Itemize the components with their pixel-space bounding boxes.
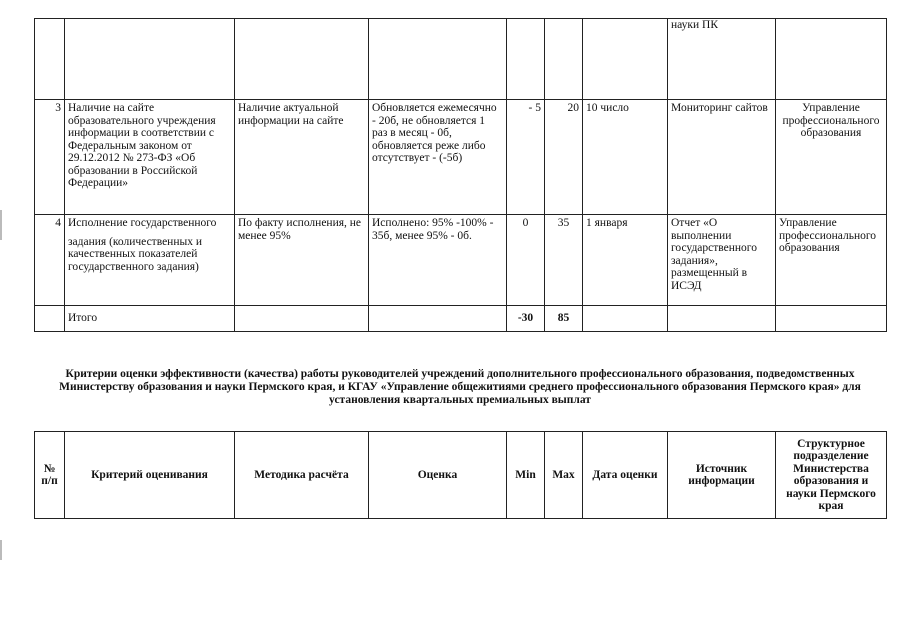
table-row [35,215,887,306]
cell-num [35,19,65,100]
cell-method: По факту исполнения, не менее 95% [235,215,369,306]
header-source: Источник информации [668,432,776,519]
cell-num [35,306,65,332]
cell-source: Отчет «О выполнении государственного задания», размещенный в ИСЭД [668,215,776,306]
header-row [35,432,887,519]
cell-rating [369,19,507,100]
header-rating: Оценка [369,432,507,519]
cell-date [583,306,668,332]
cell-rating: Исполнено: 95% -100% - 35б, менее 95% - 0б. [369,215,507,306]
cell-source: науки ПК [668,19,776,100]
scan-artifact [0,210,2,240]
header-method: Методика расчёта [235,432,369,519]
header-date: Дата оценки [583,432,668,519]
scan-artifact [0,540,2,560]
table-row-total [35,306,887,332]
criteria-table-continued [34,18,887,332]
cell-date: 1 января [583,215,668,306]
criterion-part-b: задания (количественных и качественных показателей государственного задания) [68,235,202,273]
header-criterion: Критерий оценивания [65,432,235,519]
cell-source [668,306,776,332]
cell-rating [369,306,507,332]
header-max: Max [545,432,583,519]
cell-num: 3 [35,100,65,215]
cell-criterion [65,19,235,100]
cell-date: 10 число [583,100,668,215]
cell-date [583,19,668,100]
criterion-part-a: Исполнение государственного [68,217,217,229]
cell-division: Управление профессионального образования [776,100,887,215]
section-heading: Критерии оценки эффективности (качества) работы руководителей учреждений дополнительного профессионального образования, подведомственных Министерству образования и науки Пермского края, и КГАУ «Управление общежитиями среднего профессионального образования Пермского края» для установления квартальных премиальных выплат [59,368,861,406]
cell-division [776,19,887,100]
total-label: Итого [65,306,235,332]
cell-min: 0 [507,215,545,306]
cell-division: Управление профессионального образования [776,215,887,306]
table-row [35,100,887,215]
cell-criterion [65,215,235,306]
header-min: Min [507,432,545,519]
cell-max [545,19,583,100]
cell-min: - 5 [507,100,545,215]
cell-criterion: Наличие на сайте образовательного учреждения информации в соответствии с Федеральным законом от 29.12.2012 № 273-ФЗ «Об образовании в Российской Федерации» [65,100,235,215]
cell-method: Наличие актуальной информации на сайте [235,100,369,215]
cell-source: Мониторинг сайтов [668,100,776,215]
total-max: 85 [545,306,583,332]
cell-division [776,306,887,332]
cell-rating: Обновляется ежемесячно - 20б, не обновляется 1 раз в месяц - 0б, обновляется реже либо отсутствует - (-5б) [369,100,507,215]
cell-max: 20 [545,100,583,215]
criteria-table-header [34,431,887,519]
cell-max: 35 [545,215,583,306]
cell-method [235,306,369,332]
cell-num: 4 [35,215,65,306]
total-min: -30 [507,306,545,332]
cell-min [507,19,545,100]
header-division: Структурное подразделение Министерства образования и науки Пермского края [776,432,887,519]
table-row [35,19,887,100]
header-num: № п/п [35,432,65,519]
cell-method [235,19,369,100]
